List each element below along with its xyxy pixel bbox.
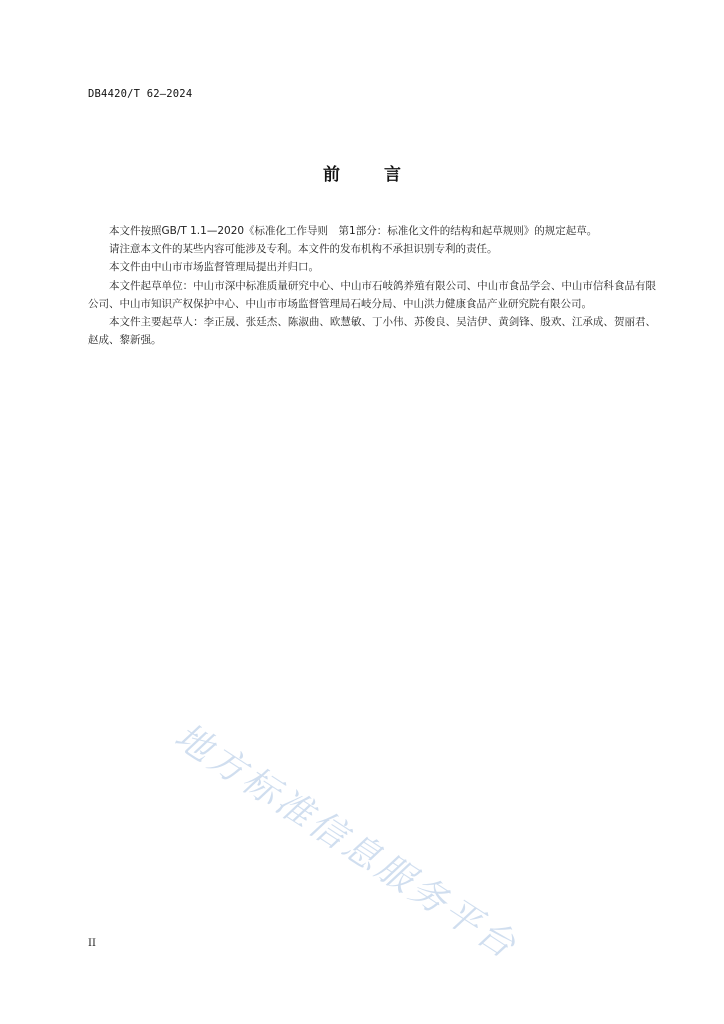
watermark: 地方标准信息服务平台 [167,715,526,969]
paragraph-proposer: 本文件由中山市市场监督管理局提出并归口。 [109,261,319,274]
paragraph-drafters: 本文件主要起草人：李正晟、张廷杰、陈淑曲、欧慧敏、丁小伟、苏俊良、吴洁伊、黄剑锋、殷欢、江承成、贺丽君、赵成、黎新强。 [88,316,656,347]
paragraph-patent-notice: 请注意本文件的某些内容可能涉及专利。本文件的发布机构不承担识别专利的责任。 [109,243,498,256]
foreword-body [88,222,656,349]
paragraph-drafting-rules: 本文件按照GB/T 1.1—2020《标准化工作导则 第1部分：标准化文件的结构和起草规则》的规定起草。 [109,225,598,237]
page-number: II [88,938,96,949]
document-id: DB4420/T 62—2024 [88,88,193,100]
paragraph-drafting-units: 本文件起草单位：中山市深中标准质量研究中心、中山市石岐鸽养殖有限公司、中山市食品学会、中山市信科食品有限公司、中山市知识产权保护中心、中山市市场监督管理局石岐分局、中山洪力健康食品产业研究院有限公司。 [88,279,656,310]
section-title: 前言 [323,165,445,185]
